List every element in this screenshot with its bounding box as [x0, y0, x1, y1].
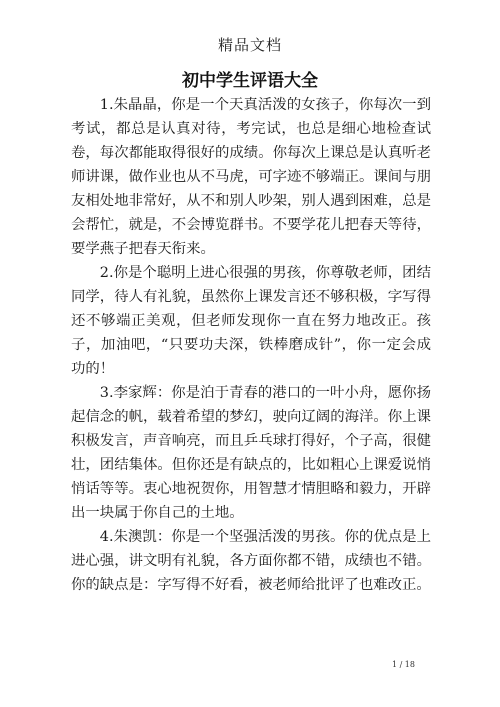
page-header: 精品文档 [217, 36, 282, 54]
document-body [71, 93, 431, 597]
document-title: 初中学生评语大全 [182, 71, 318, 91]
paragraph-1: 1.朱晶晶，你是一个天真活泼的女孩子，你每次一到考试，都总是认真对待，考完试，也总是细心地检查试卷，每次都能取得很好的成绩。你每次上课总是认真听老师讲课，做作业也从不马虎，可字迹不够端正。课间与朋友相处地非常好，从不和别人吵架，别人遇到困难，总是会帮忙，就是，不会博览群书。不要学花儿把春天等待，要学燕子把春天衔来。 [71, 97, 431, 257]
paragraph-4: 4.朱澳凯：你是一个坚强活泼的男孩。你的优点是上进心强，讲文明有礼貌，各方面你都不错，成绩也不错。你的缺点是：字写得不好看，被老师给批评了也难改正。 [71, 529, 431, 593]
paragraph-3: 3.李家辉：你是泊于青春的港口的一叶小舟，愿你扬起信念的帆，载着希望的梦幻，驶向辽阔的海洋。你上课积极发言，声音响亮，而且乒乓球打得好，个子高，很健壮，团结集体。但你还是有缺点的，比如粗心上课爱说悄悄话等等。衷心地祝贺你，用智慧才情胆略和毅力，开辟出一块属于你自己的土地。 [71, 385, 431, 521]
paragraph-2: 2.你是个聪明上进心很强的男孩，你尊敬老师，团结同学，待人有礼貌，虽然你上课发言还不够积极，字写得还不够端正美观，但老师发现你一直在努力地改正。孩子，加油吧，“只要功夫深，铁棒磨成针”，你一定会成功的！ [71, 265, 431, 377]
page-number: 1 / 18 [391, 660, 415, 669]
